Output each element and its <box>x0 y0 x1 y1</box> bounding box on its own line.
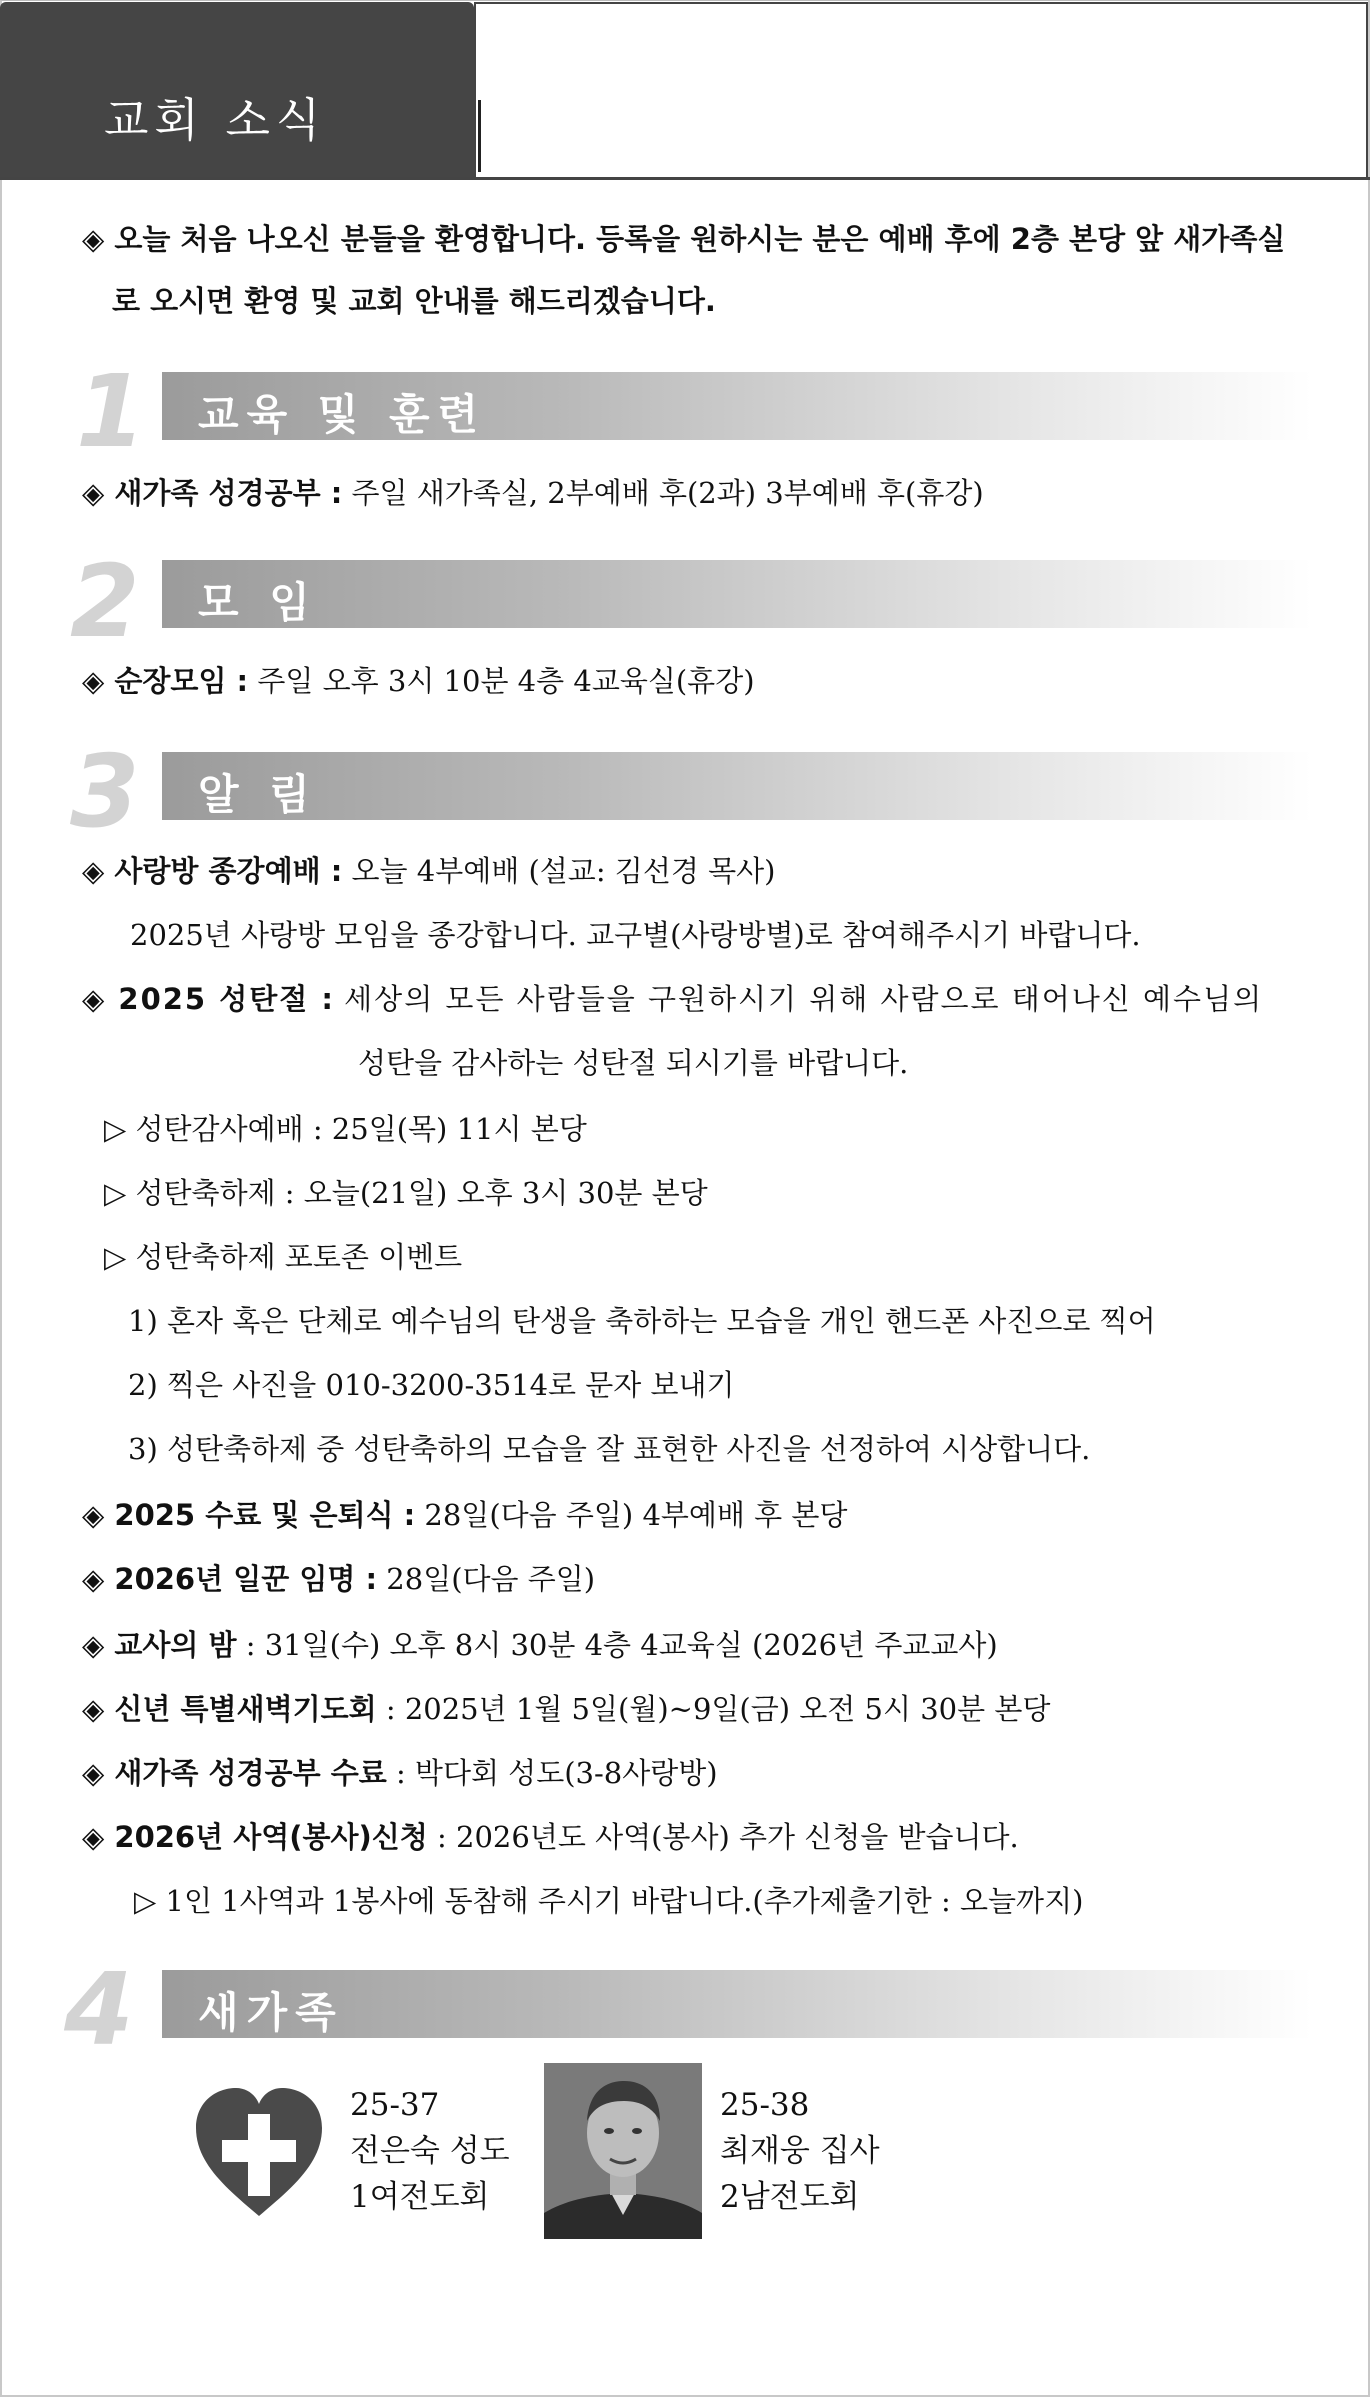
notice-bible-text: : 박다회 성도(3-8사랑방) <box>395 1756 718 1790</box>
notice-christmas-text-2: 성탄을 감사하는 성탄절 되시기를 바랍니다. <box>358 1046 909 1080</box>
notice-teacher-text: : 31일(수) 오후 8시 30분 4층 4교육실 (2026년 주교교사) <box>245 1628 998 1662</box>
notice-appoint-label: ◈ 2026년 일꾼 임명 : <box>82 1562 378 1596</box>
notice-service-label: ◈ 2026년 사역(봉사)신청 <box>82 1820 428 1854</box>
member-group: 1여전도회 <box>350 2179 490 2215</box>
notice-christmas-text-1: 세상의 모든 사람들을 구원하시기 위해 사람으로 태어나신 예수님의 <box>344 982 1264 1016</box>
intro-line-1: ◈ 오늘 처음 나오신 분들을 환영합니다. 등록을 원하시는 분은 예배 후에 2층 본당 앞 새가족실 <box>82 222 1286 256</box>
notice-dawn-label: ◈ 신년 특별새벽기도회 <box>82 1692 377 1726</box>
notice-dawn-text: : 2025년 1월 5일(월)~9일(금) 오전 5시 30분 본당 <box>385 1692 1051 1726</box>
page-title: 교회 소식 <box>104 93 327 147</box>
christmas-item-1: ▷ 성탄감사예배 : 25일(목) 11시 본당 <box>104 1112 587 1146</box>
meeting-label: ◈ 순장모임 : <box>82 664 249 698</box>
new-member-1 <box>350 2082 510 2220</box>
education-label: ◈ 새가족 성경공부 : <box>82 476 343 510</box>
meeting-text: 주일 오후 3시 10분 4층 4교육실(휴강) <box>257 664 755 698</box>
member-number: 25-37 <box>350 2087 440 2123</box>
christmas-item-3: ▷ 성탄축하제 포토존 이벤트 <box>104 1240 463 1274</box>
education-text: 주일 새가족실, 2부예배 후(2과) 3부예배 후(휴강) <box>351 476 984 510</box>
member-number: 25-38 <box>720 2087 810 2123</box>
notice-dawn <box>82 1692 1050 1727</box>
section-number-1: 1 <box>76 353 146 470</box>
header-right-box <box>474 2 1368 177</box>
member-name: 최재웅 집사 <box>720 2133 880 2169</box>
section-title-2: 모 임 <box>198 578 318 627</box>
photo-step-2: 2) 찍은 사진을 010-3200-3514로 문자 보내기 <box>128 1368 735 1402</box>
notice-sarang <box>82 854 775 889</box>
notice-retire-label: ◈ 2025 수료 및 은퇴식 : <box>82 1498 416 1532</box>
member-name: 전은숙 성도 <box>350 2133 510 2169</box>
notice-sarang-sub: 2025년 사랑방 모임을 종강합니다. 교구별(사랑방별)로 참여해주시기 바랍니다. <box>130 918 1141 952</box>
portrait-photo <box>544 2063 702 2239</box>
meeting-item <box>82 664 755 699</box>
heart-cross-icon <box>196 2088 322 2218</box>
photo-step-1: 1) 혼자 혹은 단체로 예수님의 탄생을 축하하는 모습을 개인 핸드폰 사진으로 찍어 <box>128 1304 1156 1338</box>
notice-christmas <box>82 982 1328 1017</box>
section-number-2: 2 <box>70 543 140 660</box>
notice-christmas-label: ◈ 2025 성탄절 : <box>82 982 335 1016</box>
christmas-item-2: ▷ 성탄축하제 : 오늘(21일) 오후 3시 30분 본당 <box>104 1176 708 1210</box>
notice-retire-text: 28일(다음 주일) 4부예배 후 본당 <box>424 1498 848 1532</box>
member-group: 2남전도회 <box>720 2179 860 2215</box>
notice-appoint-text: 28일(다음 주일) <box>386 1562 596 1596</box>
new-member-2 <box>720 2082 880 2220</box>
section-number-4: 4 <box>64 1951 134 2068</box>
notice-sarang-label: ◈ 사랑방 종강예배 : <box>82 854 343 888</box>
section-title-1: 교육 및 훈련 <box>198 390 487 439</box>
notice-service-sub: ▷ 1인 1사역과 1봉사에 동참해 주시기 바랍니다.(추가제출기한 : 오늘까지) <box>134 1884 1084 1918</box>
header-rule <box>0 177 1370 180</box>
notice-teacher <box>82 1628 998 1663</box>
notice-teacher-label: ◈ 교사의 밤 <box>82 1628 237 1662</box>
section-number-3: 3 <box>70 733 140 850</box>
notice-appoint <box>82 1562 595 1597</box>
section-title-4: 새가족 <box>198 1988 344 2037</box>
section-header-4 <box>162 1970 1312 2038</box>
section-title-3: 알 림 <box>198 770 318 819</box>
intro-line-2: 로 오시면 환영 및 교회 안내를 해드리겠습니다. <box>112 284 716 318</box>
header-divider <box>478 100 481 172</box>
section-header-3 <box>162 752 1312 820</box>
notice-service-text: : 2026년도 사역(봉사) 추가 신청을 받습니다. <box>437 1820 1019 1854</box>
notice-sarang-text: 오늘 4부예배 (설교: 김선경 목사) <box>351 854 776 888</box>
notice-bible <box>82 1756 718 1791</box>
section-header-2 <box>162 560 1312 628</box>
notice-service <box>82 1820 1019 1855</box>
notice-retire <box>82 1498 847 1533</box>
header-tab <box>0 2 474 177</box>
education-item <box>82 476 984 511</box>
notice-bible-label: ◈ 새가족 성경공부 수료 <box>82 1756 387 1790</box>
section-header-1 <box>162 372 1312 440</box>
photo-step-3: 3) 성탄축하제 중 성탄축하의 모습을 잘 표현한 사진을 선정하여 시상합니다. <box>128 1432 1091 1466</box>
